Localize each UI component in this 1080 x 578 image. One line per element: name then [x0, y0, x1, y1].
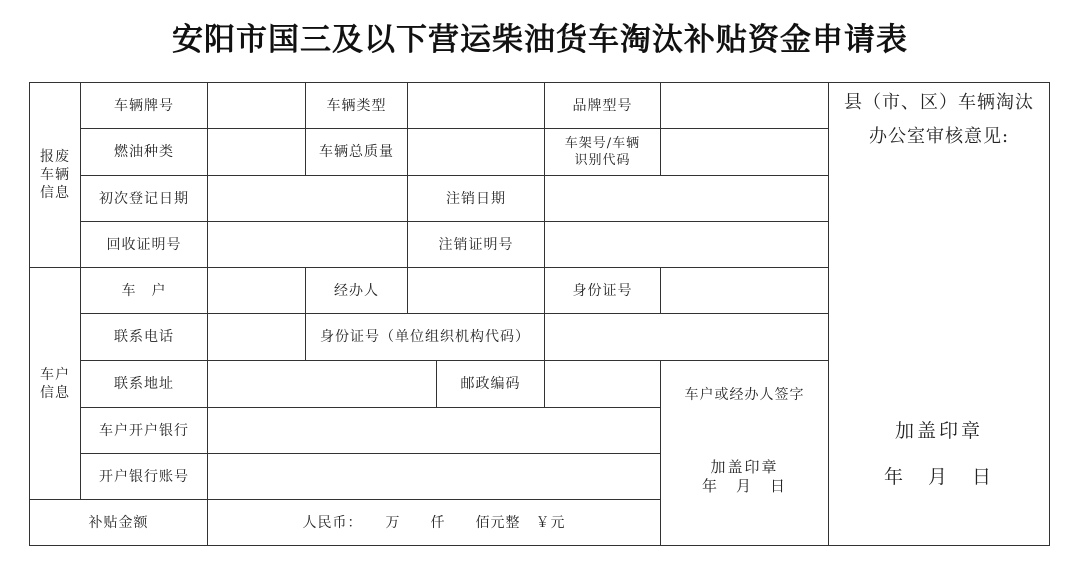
label-bank: 车户开户银行: [99, 422, 189, 439]
review-seal: 加盖印章: [894, 420, 983, 442]
label-recycle-cert-no: 回收证明号: [106, 236, 182, 253]
field-first-reg-date[interactable]: [208, 176, 407, 221]
review-heading: 县（市、区）车辆淘汰 办公室审核意见:: [844, 92, 1034, 147]
label-address: 联系地址: [114, 376, 174, 392]
field-address[interactable]: [208, 361, 436, 407]
review-date: 年 月 日: [883, 466, 994, 488]
field-dereg-date[interactable]: [545, 176, 828, 221]
label-id-no: 身份证号: [572, 282, 633, 299]
label-account: 开户银行账号: [99, 468, 189, 485]
field-brand-model[interactable]: [661, 83, 828, 128]
label-agent: 经办人: [334, 282, 379, 299]
section-owner-info: 车户 信息: [40, 366, 70, 401]
label-plate-number: 车辆牌号: [114, 97, 174, 114]
field-total-mass[interactable]: [408, 129, 544, 175]
field-dereg-cert-no[interactable]: [545, 222, 828, 267]
field-id-no-org[interactable]: [545, 314, 828, 360]
label-signature: 车户或经办人签字: [684, 387, 805, 403]
field-vehicle-type[interactable]: [408, 83, 544, 128]
label-id-no-org: 身份证号（单位组织机构代码）: [320, 329, 530, 345]
label-total-mass: 车辆总质量: [319, 144, 394, 160]
label-fuel-type: 燃油种类: [114, 144, 174, 160]
field-fuel-type[interactable]: [208, 129, 305, 175]
label-vehicle-type: 车辆类型: [326, 97, 387, 114]
field-id-no[interactable]: [661, 268, 828, 313]
label-brand-model: 品牌型号: [572, 97, 633, 114]
label-phone: 联系电话: [114, 329, 174, 345]
label-subsidy-amount: 补贴金额: [88, 514, 149, 531]
label-vin: 车架号/车辆 识别代码: [564, 136, 641, 168]
field-owner[interactable]: [208, 268, 305, 313]
section-vehicle-info: 报废 车辆 信息: [40, 149, 70, 201]
field-phone[interactable]: [208, 314, 305, 360]
field-bank[interactable]: [208, 408, 660, 453]
field-postal-code[interactable]: [545, 361, 660, 407]
label-postal-code: 邮政编码: [460, 376, 521, 392]
label-owner: 车 户: [121, 282, 167, 299]
field-plate-number[interactable]: [208, 83, 305, 128]
label-dereg-date: 注销日期: [446, 190, 506, 207]
field-account[interactable]: [208, 454, 660, 499]
field-recycle-cert-no[interactable]: [208, 222, 407, 267]
label-dereg-cert-no: 注销证明号: [438, 236, 514, 253]
field-vin[interactable]: [661, 129, 828, 175]
field-subsidy-rmb: 人民币： 万 仟 佰元整 ￥元: [302, 514, 566, 531]
label-first-reg-date: 初次登记日期: [99, 190, 189, 207]
form-title: 安阳市国三及以下营运柴油货车淘汰补贴资金申请表: [172, 22, 908, 58]
owner-seal-date: 加盖印章 年 月 日: [701, 458, 787, 495]
field-agent[interactable]: [408, 268, 544, 313]
review-opinion-area[interactable]: [829, 172, 1049, 402]
